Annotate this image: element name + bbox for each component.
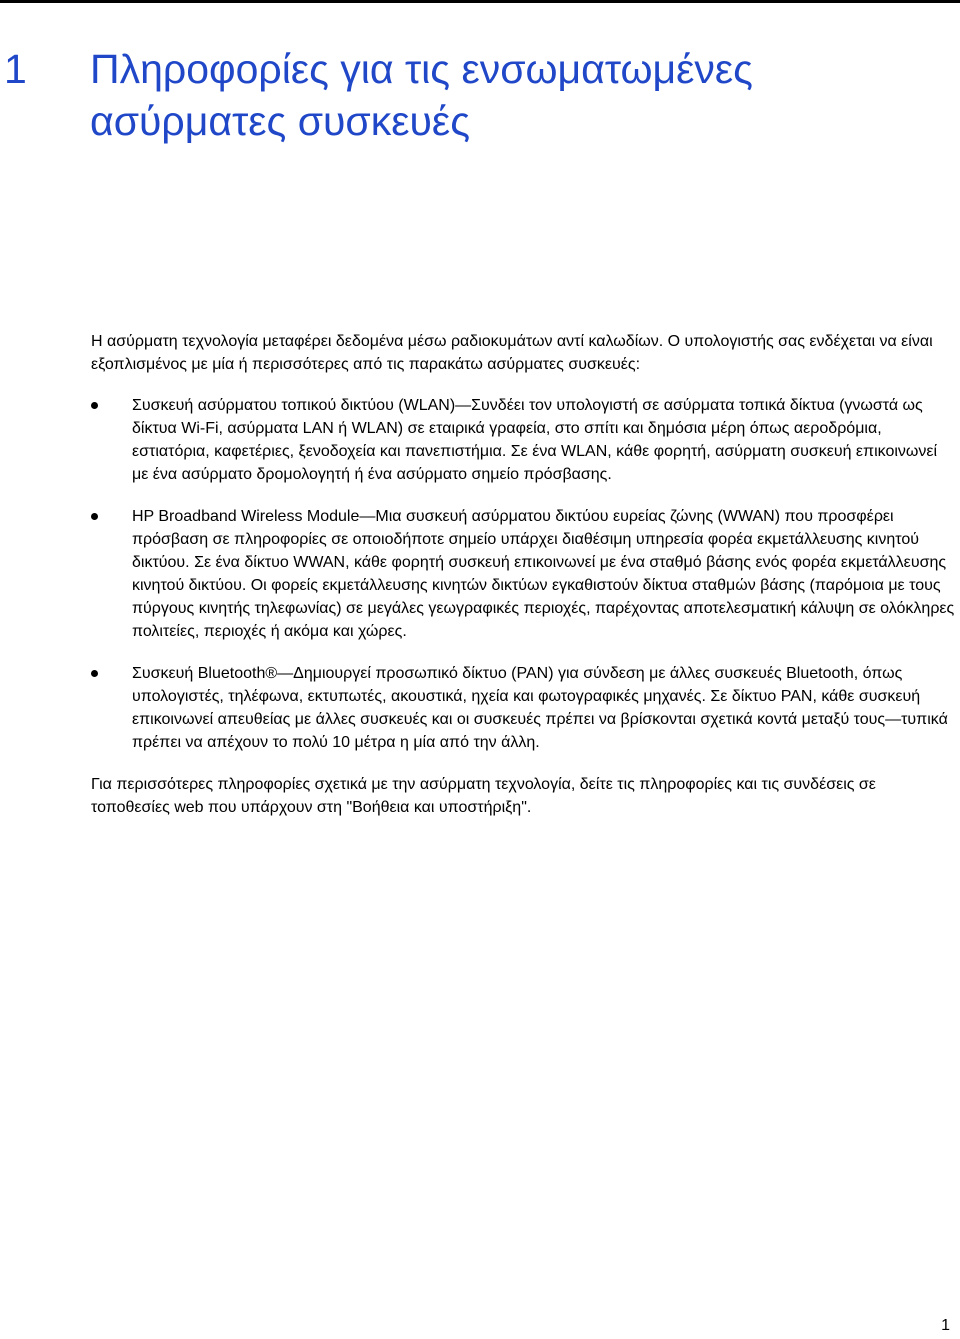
list-item-text: Συσκευή ασύρματου τοπικού δικτύου (WLAN)—Συνδέει τον υπολογιστή σε ασύρματα τοπικά δίκτυα (γνωστά ως δίκτυα Wi-Fi, ασύρματα LAN ή WLAN) σε εταιρικά γραφεία, στο σπίτι και δημόσια μέρη όπως αεροδρόμια, εστιατόρια, καφετέριες, ξενοδοχεία και πανεπιστήμια. Σε ένα WLAN, κάθε φορητή, ασύρματη συσκευή επικοινωνεί με ένα ασύρματο δρομολογητή ή ένα ασύρματο σημείο πρόσβασης. xyxy=(132,397,938,483)
page-number: 1 xyxy=(941,1317,950,1334)
list-item-wwan xyxy=(91,505,957,643)
list-item-wlan xyxy=(91,394,957,486)
bullet-icon xyxy=(91,670,98,677)
chapter-number: 1 xyxy=(4,46,27,93)
list-item-text: Συσκευή Bluetooth®—Δημιουργεί προσωπικό δίκτυο (PAN) για σύνδεση με άλλες συσκευές Bluetooth, όπως υπολογιστές, τηλέφωνα, εκτυπωτές, ακουστικά, ηχεία και φωτογραφικές μηχανές. Σε δίκτυο PAN, κάθε συσκευή επικοινωνεί απευθείας με άλλες συσκευές και οι συσκευές πρέπει να βρίσκονται σχετικά κοντά μεταξύ τους—τυπικά πρέπει να απέχουν το πολύ 10 μέτρα η μία από την άλλη. xyxy=(132,665,948,751)
page-body xyxy=(91,330,957,819)
intro-paragraph: Η ασύρματη τεχνολογία μεταφέρει δεδομένα μέσω ραδιοκυμάτων αντί καλωδίων. Ο υπολογιστής σας ενδέχεται να είναι εξοπλισμένος με μία ή περισσότερες από τις παρακάτω ασύρματες συσκευές: xyxy=(91,333,933,373)
chapter-title: Πληροφορίες για τις ενσωματωμένες ασύρματες συσκευές xyxy=(90,46,753,145)
list-item-bluetooth xyxy=(91,662,957,754)
device-list xyxy=(91,394,957,754)
closing-paragraph: Για περισσότερες πληροφορίες σχετικά με την ασύρματη τεχνολογία, δείτε τις πληροφορίες και τις συνδέσεις σε τοποθεσίες web που υπάρχουν στη "Βοήθεια και υποστήριξη". xyxy=(91,776,876,816)
bullet-icon xyxy=(91,402,98,409)
list-item-text: HP Broadband Wireless Module—Μια συσκευή ασύρματου δικτύου ευρείας ζώνης (WWAN) που προσφέρει πρόσβαση σε πληροφορίες σε οποιοδήποτε σημείο υπάρχει διαθέσιμη υπηρεσία φορέα εκμετάλλευσης κινητού δικτύου. Σε ένα δίκτυο WWAN, κάθε φορητή συσκευή επικοινωνεί με ένα σταθμό βάσης ενός φορέα εκμετάλλευσης κινητού δικτύου. Οι φορείς εκμετάλλευσης κινητών δικτύων εγκαθιστούν δίκτυα σταθμών βάσης (παρόμοια με τους πύργους κινητής τηλεφωνίας) σε μεγάλες γεωγραφικές περιοχές, παρέχοντας αποτελεσματική κάλυψη σε ολόκληρες πολιτείες, περιοχές ή ακόμα και χώρες. xyxy=(132,508,955,640)
top-rule xyxy=(0,0,960,3)
bullet-icon xyxy=(91,513,98,520)
